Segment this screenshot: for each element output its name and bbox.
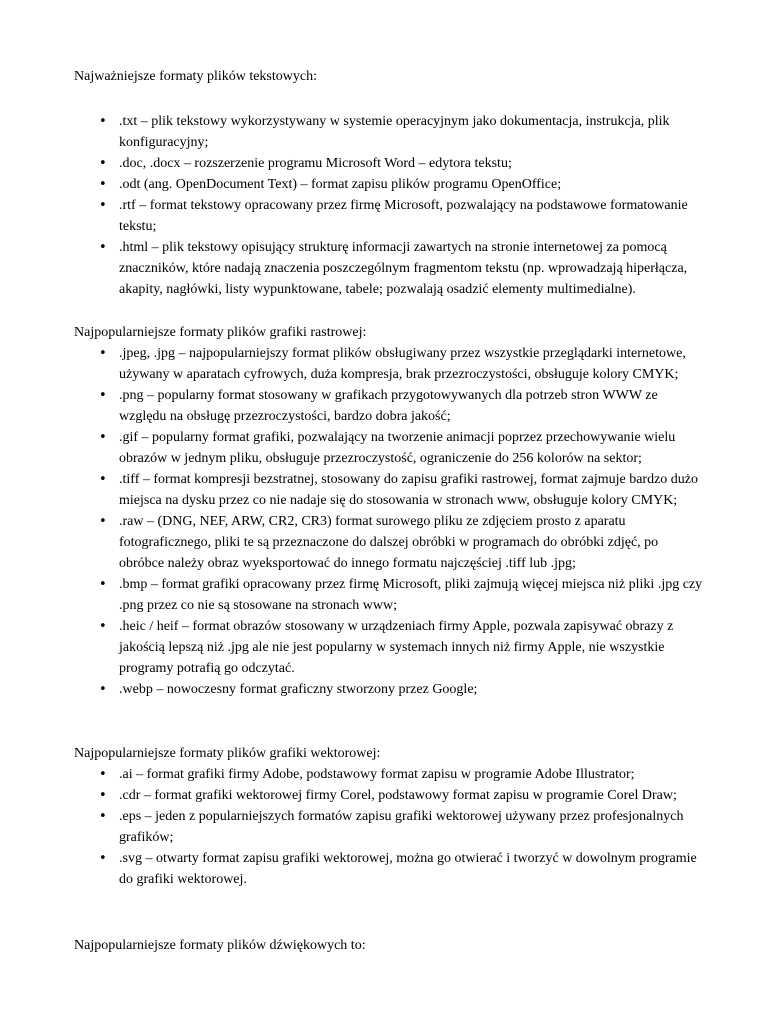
- list-item: • .raw – (DNG, NEF, ARW, CR2, CR3) format surowego pliku ze zdjęciem prosto z aparatu fotograficznego, pliki te są przeznaczone do dalszej obróbki w programach do obróbki zdjęć, po obróbce należy obraz wyeksportować do innego formatu najczęściej .tiff lub .jpg;: [0, 511, 704, 574]
- list-item: • .webp – nowoczesny format graficzny stworzony przez Google;: [0, 679, 704, 700]
- list-item: • .odt (ang. OpenDocument Text) – format zapisu plików programu OpenOffice;: [0, 174, 704, 195]
- list-item: • .png – popularny format stosowany w grafikach przygotowywanych dla potrzeb stron WWW ze względu na obsługę przezroczystości, bardzo dobra jakość;: [0, 385, 704, 427]
- list-item: • .html – plik tekstowy opisujący strukturę informacji zawartych na stronie internetowej za pomocą znaczników, które nadają znaczenia poszczególnym fragmentom tekstu (np. wprowadzają hiperłącza, akapity, nagłówki, listy wypunktowane, tabele; pozwalają osadzić elementy multimedialne).: [0, 237, 704, 300]
- list-item: • .jpeg, .jpg – najpopularniejszy format plików obsługiwany przez wszystkie przeglądarki internetowe, używany w aparatach cyfrowych, duża kompresja, brak przezroczystości, obsługuje kolory CMYK;: [0, 343, 704, 385]
- list-item: • .cdr – format grafiki wektorowej firmy Corel, podstawowy format zapisu w programie Corel Draw;: [0, 785, 704, 806]
- list-item: • .doc, .docx – rozszerzenie programu Microsoft Word – edytora tekstu;: [0, 153, 704, 174]
- text-formats-list: [0, 111, 768, 300]
- list-item: • .bmp – format grafiki opracowany przez firmę Microsoft, pliki zajmują więcej miejsca niż pliki .jpg czy .png przez co nie są stosowane na stronach www;: [0, 574, 704, 616]
- list-item: • .tiff – format kompresji bezstratnej, stosowany do zapisu grafiki rastrowej, format zajmuje bardzo dużo miejsca na dysku przez co nie nadaje się do stosowania w stronach www, obsługuje kolory CMYK;: [0, 469, 704, 511]
- list-item: • .heic / heif – format obrazów stosowany w urządzeniach firmy Apple, pozwala zapisywać obrazy z jakością lepszą niż .jpg ale nie jest popularny w systemach innych niż firmy Apple, nie wszystkie programy potrafią go odczytać.: [0, 616, 704, 679]
- vector-formats-list: [0, 764, 768, 890]
- list-item: • .eps – jeden z popularniejszych formatów zapisu grafiki wektorowej używany przez profesjonalnych grafików;: [0, 806, 704, 848]
- section-heading-audio-formats: Najpopularniejsze formaty plików dźwiękowych to:: [74, 938, 366, 953]
- raster-formats-list: [0, 343, 768, 700]
- section-heading-text-formats: Najważniejsze formaty plików tekstowych:: [74, 69, 317, 84]
- section-heading-vector-formats: Najpopularniejsze formaty plików grafiki wektorowej:: [74, 746, 381, 761]
- list-item: • .ai – format grafiki firmy Adobe, podstawowy format zapisu w programie Adobe Illustrator;: [0, 764, 704, 785]
- list-item: • .gif – popularny format grafiki, pozwalający na tworzenie animacji poprzez przechowywanie wielu obrazów w jednym pliku, obsługuje przezroczystość, ograniczenie do 256 kolorów na sektor;: [0, 427, 704, 469]
- section-heading-raster-formats: Najpopularniejsze formaty plików grafiki rastrowej:: [74, 325, 367, 340]
- list-item: • .svg – otwarty format zapisu grafiki wektorowej, można go otwierać i tworzyć w dowolnym programie do grafiki wektorowej.: [0, 848, 704, 890]
- list-item: • .txt – plik tekstowy wykorzystywany w systemie operacyjnym jako dokumentacja, instrukcja, plik konfiguracyjny;: [0, 111, 704, 153]
- list-item: • .rtf – format tekstowy opracowany przez firmę Microsoft, pozwalający na podstawowe formatowanie tekstu;: [0, 195, 704, 237]
